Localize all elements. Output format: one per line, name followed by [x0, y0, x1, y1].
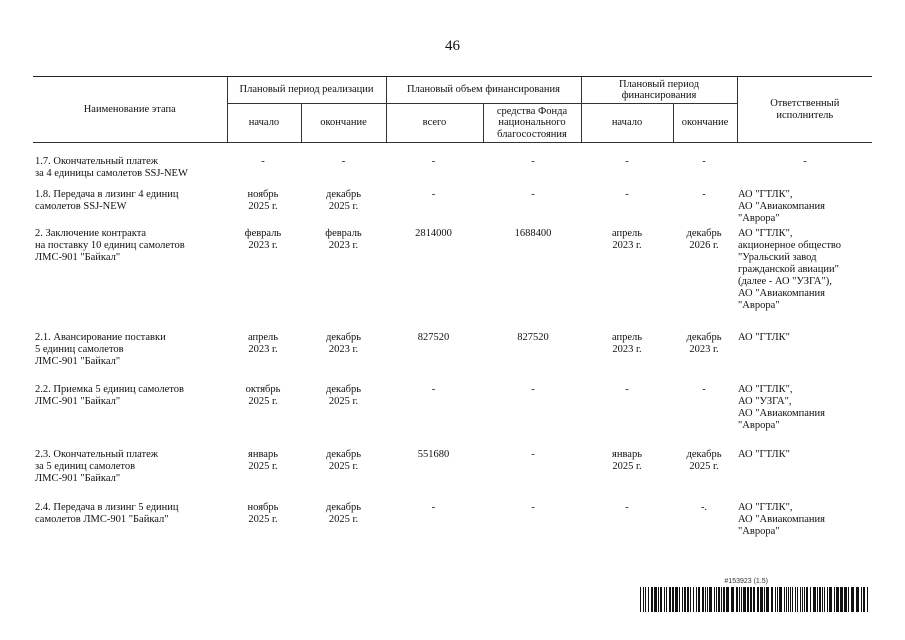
row-fin-start: -	[625, 384, 629, 395]
header-start: начало	[227, 104, 301, 143]
row-stage-name: 1.7. Окончательный платеж за 4 единицы самолетов SSJ-NEW	[35, 156, 188, 179]
row-responsible: АО "ГТЛК", АО "УЗГА", АО "Авиакомпания "Аврора"	[738, 384, 825, 431]
header-end: окончание	[301, 104, 386, 143]
header-fund: средства Фонда национального благосостояния	[483, 104, 581, 143]
row-start: январь 2025 г.	[248, 449, 278, 472]
row-start: октябрь 2025 г.	[245, 384, 281, 407]
row-responsible: АО "ГТЛК", акционерное общество "Уральский завод гражданской авиации" (далее - АО "УЗГА"), АО "Авиакомпания "Аврора"	[738, 228, 842, 311]
row-fund: -	[531, 384, 535, 395]
row-fin-start: январь 2025 г.	[612, 449, 642, 472]
row-fin-end: декабрь 2023 г.	[686, 332, 722, 355]
row-end: декабрь 2025 г.	[326, 189, 361, 212]
row-fin-end: -	[702, 156, 706, 167]
barcode-area	[640, 578, 870, 614]
row-fund: -	[531, 189, 535, 200]
row-fin-start: апрель 2023 г.	[611, 332, 643, 355]
row-start: ноябрь 2025 г.	[247, 502, 279, 525]
row-fund: -	[531, 156, 535, 167]
row-start: февраль 2023 г.	[244, 228, 282, 251]
row-stage-name: 2.3. Окончательный платеж за 5 единиц самолетов ЛМС-901 "Байкал"	[35, 449, 159, 484]
row-fin-start: апрель 2023 г.	[611, 228, 643, 251]
row-fund: 1688400	[514, 228, 552, 239]
row-total: -	[431, 384, 436, 395]
row-responsible: АО "ГТЛК"	[738, 332, 790, 343]
row-stage-name: 1.8. Передача в лизинг 4 единиц самолетов SSJ-NEW	[35, 189, 179, 212]
row-stage-name: 2.4. Передача в лизинг 5 единиц самолетов ЛМС-901 "Байкал"	[35, 502, 179, 525]
row-total: -	[431, 156, 436, 167]
header-total: всего	[386, 104, 483, 143]
row-total: -	[431, 189, 436, 200]
header-financing-period: Плановый период финансирования	[581, 77, 737, 104]
row-total: 827520	[417, 332, 450, 343]
row-end: декабрь 2025 г.	[326, 502, 361, 525]
row-fund: -	[531, 502, 535, 513]
header-responsible: Ответственный исполнитель	[737, 77, 872, 143]
row-responsible: АО "ГТЛК", АО "Авиакомпания "Аврора"	[738, 189, 825, 224]
row-start: -	[261, 156, 265, 167]
row-stage-name: 2. Заключение контракта на поставку 10 единиц самолетов ЛМС-901 "Байкал"	[35, 228, 185, 263]
row-fin-end: -.	[700, 502, 708, 513]
row-end: декабрь 2023 г.	[326, 332, 361, 355]
row-start: апрель 2023 г.	[247, 332, 279, 355]
page-number: 46	[445, 38, 460, 54]
header-fin-start: начало	[581, 104, 673, 143]
row-fin-end: декабрь 2025 г.	[686, 449, 722, 472]
row-fin-end: декабрь 2026 г.	[686, 228, 722, 251]
row-total: -	[431, 502, 436, 513]
row-stage-name: 2.1. Авансирование поставки 5 единиц самолетов ЛМС-901 "Байкал"	[35, 332, 166, 367]
row-responsible: АО "ГТЛК"	[738, 449, 790, 460]
header-stage-name: Наименование этапа	[33, 77, 227, 143]
row-fund: 827520	[517, 332, 549, 343]
row-total: 551680	[417, 449, 450, 460]
row-fin-end: -	[702, 384, 706, 395]
row-total: 2814000	[415, 228, 452, 239]
row-responsible: -	[803, 156, 807, 167]
row-end: -	[341, 156, 346, 167]
row-fin-start: -	[625, 189, 629, 200]
row-end: декабрь 2025 г.	[326, 449, 361, 472]
row-end: февраль 2023 г.	[325, 228, 362, 251]
header-financing-volume: Плановый объем финансирования	[386, 77, 581, 104]
barcode-icon	[640, 587, 870, 612]
header-fin-end: окончание	[673, 104, 737, 143]
row-fin-start: -	[625, 502, 629, 513]
row-end: декабрь 2025 г.	[326, 384, 361, 407]
row-responsible: АО "ГТЛК", АО "Авиакомпания "Аврора"	[738, 502, 825, 537]
barcode-code: #153923 (1.5)	[724, 578, 768, 585]
row-start: ноябрь 2025 г.	[247, 189, 279, 212]
row-fund: -	[531, 449, 535, 460]
row-stage-name: 2.2. Приемка 5 единиц самолетов ЛМС-901 "Байкал"	[35, 384, 184, 407]
row-fin-start: -	[625, 156, 629, 167]
table-header	[33, 76, 872, 143]
header-implementation-period: Плановый период реализации	[227, 77, 386, 104]
row-fin-end: -	[702, 189, 706, 200]
